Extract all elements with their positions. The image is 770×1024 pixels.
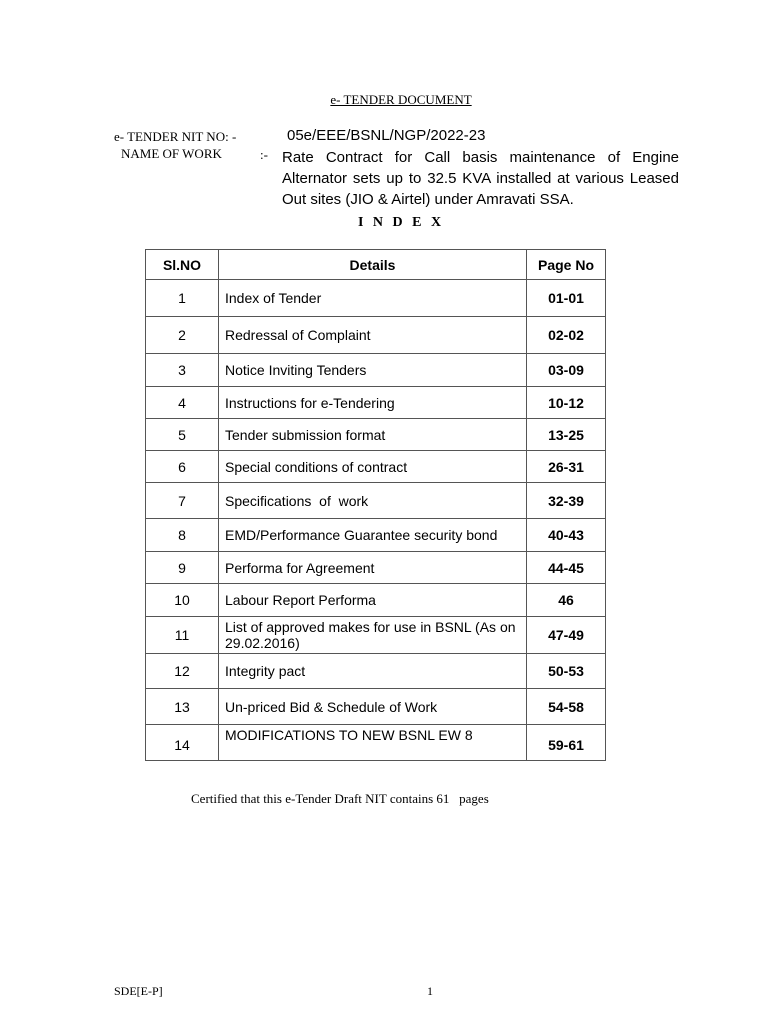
table-row [146,654,606,689]
certification-note: Certified that this e-Tender Draft NIT contains 61 pages [191,791,489,806]
row-sl-no: 10 [146,584,219,617]
row-page: 13-25 [527,419,606,451]
row-sl-no: 3 [146,354,219,387]
row-detail: Tender submission format [219,419,527,451]
row-detail: Integrity pact [219,654,527,689]
document-title: e- TENDER DOCUMENT [330,92,472,107]
row-detail: Notice Inviting Tenders [219,354,527,387]
row-sl-no: 7 [146,483,219,519]
table-row [146,451,606,483]
header-page-no: Page No [527,250,606,280]
row-sl-no: 11 [146,617,219,654]
name-of-work-separator: :- [260,147,268,162]
row-page: 50-53 [527,654,606,689]
footer-office-code: SDE[E-P] [114,984,163,998]
row-page: 46 [527,584,606,617]
table-row [146,419,606,451]
row-sl-no: 12 [146,654,219,689]
table-row [146,280,606,317]
name-of-work-value: Rate Contract for Call basis maintenance of Engine Alternator sets up to 32.5 KVA installed at various Leased Out sites (JIO & Airtel) under Amravati SSA. [282,149,679,208]
row-sl-no: 6 [146,451,219,483]
row-detail: Index of Tender [219,280,527,317]
row-sl-no: 5 [146,419,219,451]
table-row [146,317,606,354]
row-page: 32-39 [527,483,606,519]
table-row [146,725,606,761]
row-page: 47-49 [527,617,606,654]
table-row [146,354,606,387]
row-sl-no: 14 [146,725,219,761]
table-row [146,584,606,617]
header-sl-no: Sl.NO [146,250,219,280]
row-page: 10-12 [527,387,606,419]
row-sl-no: 9 [146,552,219,584]
row-detail: Redressal of Complaint [219,317,527,354]
row-page: 54-58 [527,689,606,725]
row-detail: EMD/Performance Guarantee security bond [219,519,527,552]
row-detail: Specifications of work [219,483,527,519]
row-page: 02-02 [527,317,606,354]
row-sl-no: 8 [146,519,219,552]
row-detail: MODIFICATIONS TO NEW BSNL EW 8 [219,725,527,761]
table-row [146,387,606,419]
row-page: 03-09 [527,354,606,387]
footer-page-number: 1 [427,984,433,998]
table-row [146,552,606,584]
nit-number-label: e- TENDER NIT NO: - [114,129,237,144]
index-heading: I N D E X [357,215,445,230]
row-page: 01-01 [527,280,606,317]
row-page: 44-45 [527,552,606,584]
row-detail: Special conditions of contract [219,451,527,483]
table-row [146,689,606,725]
row-sl-no: 4 [146,387,219,419]
row-sl-no: 1 [146,280,219,317]
row-sl-no: 2 [146,317,219,354]
row-detail: Labour Report Performa [219,584,527,617]
row-page: 40-43 [527,519,606,552]
row-detail: Performa for Agreement [219,552,527,584]
row-page: 59-61 [527,725,606,761]
row-detail: Un-priced Bid & Schedule of Work [219,689,527,725]
name-of-work-label: NAME OF WORK [121,146,222,161]
row-detail: Instructions for e-Tendering [219,387,527,419]
index-table [145,249,606,761]
nit-number-value: 05e/EEE/BSNL/NGP/2022-23 [287,127,486,144]
table-row [146,617,606,654]
row-sl-no: 13 [146,689,219,725]
row-detail: List of approved makes for use in BSNL (As on 29.02.2016) [219,617,527,654]
row-page: 26-31 [527,451,606,483]
table-row [146,483,606,519]
index-table-header-row [146,250,606,280]
header-details: Details [219,250,527,280]
table-row [146,519,606,552]
